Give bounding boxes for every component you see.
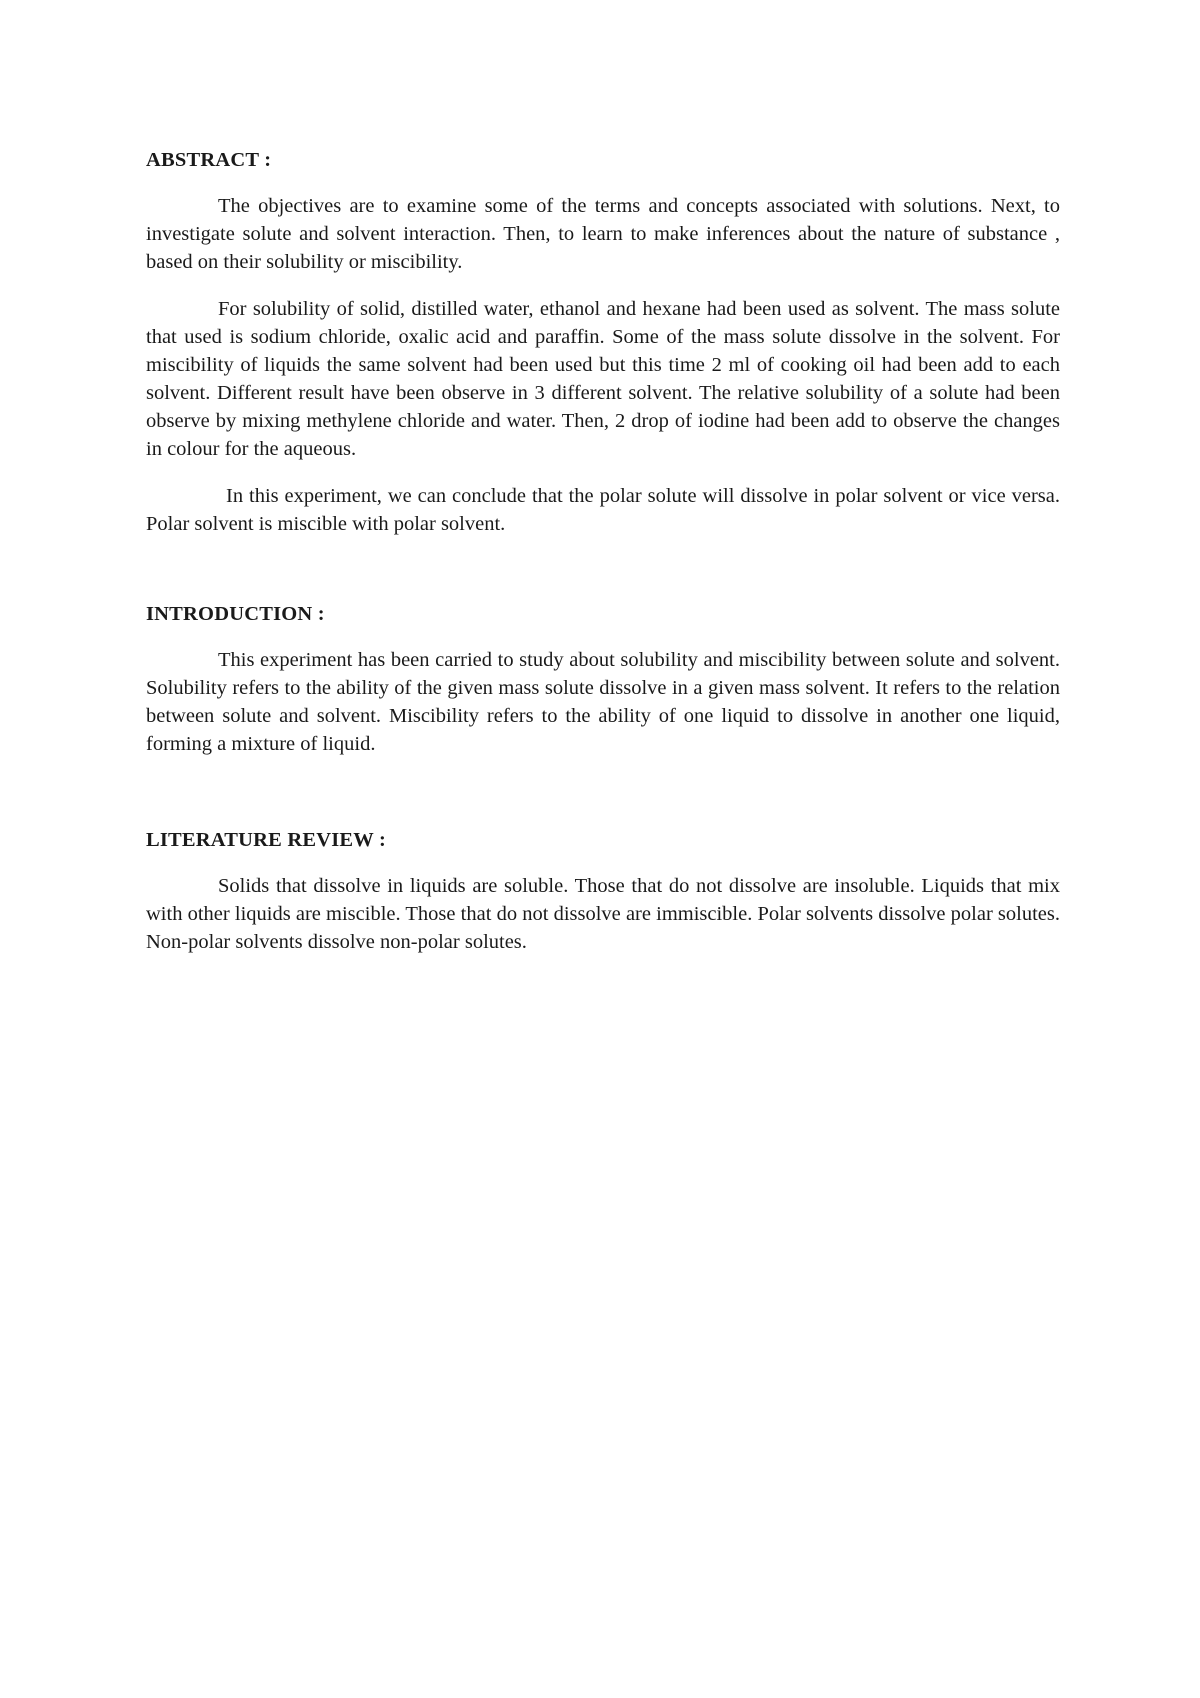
abstract-paragraph: For solubility of solid, distilled water, ethanol and hexane had been used as solvent. The mass solute that used is sodium chloride, oxalic acid and paraffin. Some of the mass solute dissolve in the solvent. For miscibility of liquids the same solvent had been used but this time 2 ml of cooking oil had been add to each solvent. Different result have been observe in 3 different solvent. The relative solubility of a solute had been observe by mixing methylene chloride and water. Then, 2 drop of iodine had been add to observe the changes in colour for the aqueous. <box>146 298 1060 460</box>
abstract-heading: ABSTRACT : <box>146 149 272 171</box>
introduction-section <box>146 600 1060 758</box>
abstract-paragraph: In this experiment, we can conclude that the polar solute will dissolve in polar solvent or vice versa. Polar solvent is miscible with polar solvent. <box>146 485 1060 535</box>
literature-review-paragraph: Solids that dissolve in liquids are soluble. Those that do not dissolve are insoluble. Liquids that mix with other liquids are miscible. Those that do not dissolve are immiscible. Polar solvents dissolve polar solutes. Non-polar solvents dissolve non-polar solutes. <box>146 875 1060 953</box>
literature-review-heading: LITERATURE REVIEW : <box>146 829 386 851</box>
document-content <box>146 146 1060 1014</box>
literature-review-section <box>146 826 1060 956</box>
abstract-section <box>146 146 1060 538</box>
abstract-paragraph: The objectives are to examine some of the terms and concepts associated with solutions. Next, to investigate solute and solvent interaction. Then, to learn to make inferences about the nature of substance , based on their solubility or miscibility. <box>146 195 1060 273</box>
introduction-paragraph: This experiment has been carried to study about solubility and miscibility between solute and solvent. Solubility refers to the ability of the given mass solute dissolve in a given mass solvent. It refers to the relation between solute and solvent. Miscibility refers to the ability of one liquid to dissolve in another one liquid, forming a mixture of liquid. <box>146 649 1060 755</box>
introduction-heading: INTRODUCTION : <box>146 603 325 625</box>
